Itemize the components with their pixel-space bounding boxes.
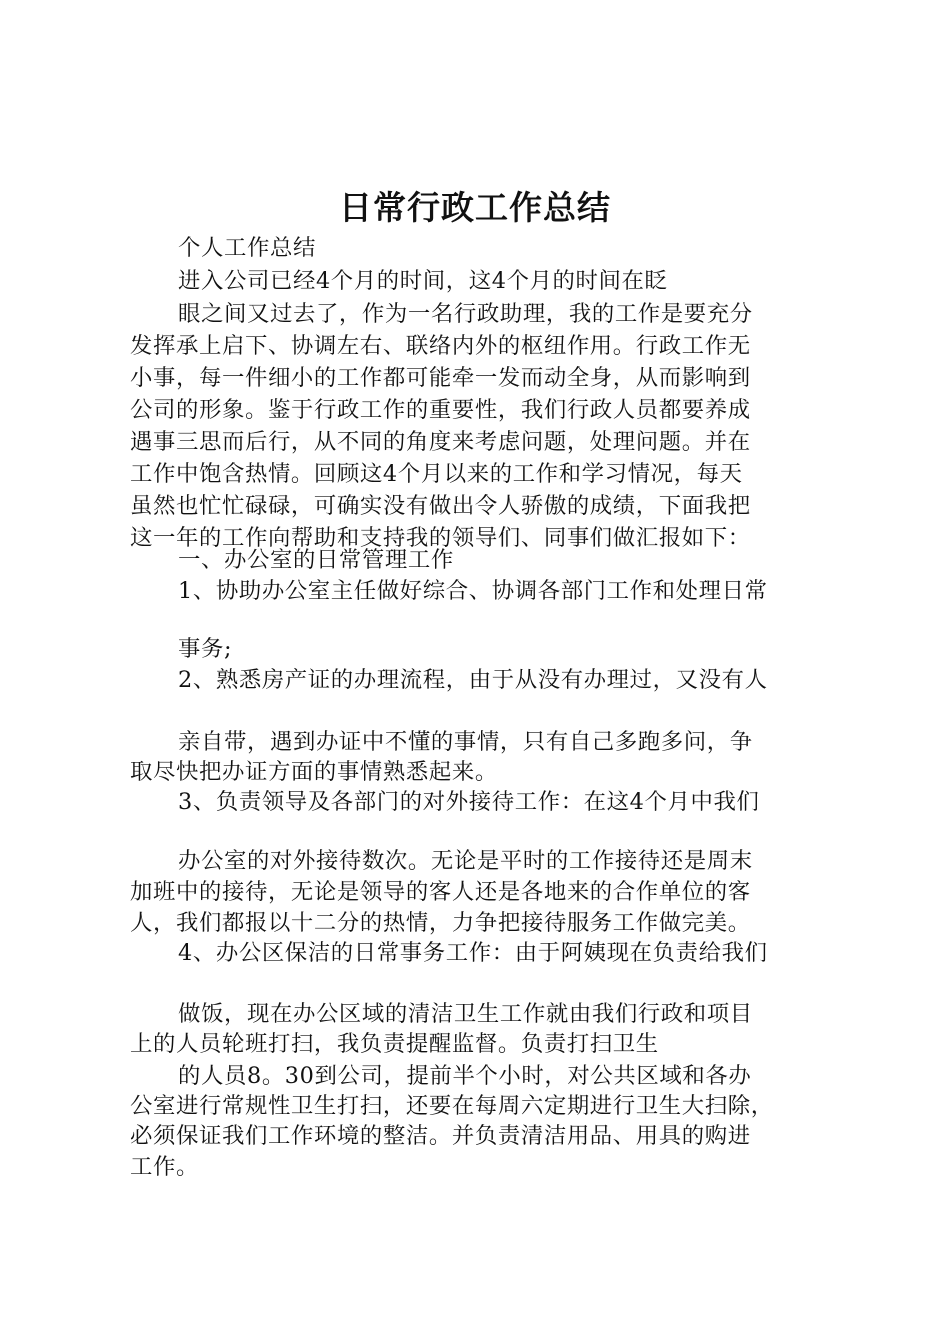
list-item-line: 办公室的对外接待数次。无论是平时的工作接待还是周末 [178, 848, 753, 874]
paragraph-line: 遇事三思而后行，从不同的角度来考虑问题，处理问题。并在 [130, 429, 751, 455]
list-item-line: 人，我们都报以十二分的热情，力争把接待服务工作做完美。 [130, 910, 751, 936]
paragraph-line: 眼之间又过去了，作为一名行政助理，我的工作是要充分 [178, 301, 753, 327]
list-item-line: 工作。 [130, 1154, 199, 1180]
list-item-line: 加班中的接待，无论是领导的客人还是各地来的合作单位的客 [130, 879, 751, 905]
list-item-line: 上的人员轮班打扫，我负责提醒监督。负责打扫卫生 [130, 1031, 659, 1057]
list-item-line: 必须保证我们工作环境的整洁。并负责清洁用品、用具的购进 [130, 1123, 751, 1149]
list-item-line: 事务; [178, 636, 233, 662]
list-item-line: 2、熟悉房产证的办理流程，由于从没有办理过，又没有人 [178, 667, 768, 693]
document-title: 日常行政工作总结 [339, 188, 611, 227]
list-item-line: 1、协助办公室主任做好综合、协调各部门工作和处理日常 [178, 578, 768, 604]
paragraph-line: 工作中饱含热情。回顾这4个月以来的工作和学习情况，每天 [130, 461, 743, 487]
list-item-line: 做饭，现在办公区域的清洁卫生工作就由我们行政和项目 [178, 1001, 753, 1027]
list-item-line: 公室进行常规性卫生打扫，还要在每周六定期进行卫生大扫除， [130, 1093, 774, 1119]
paragraph-line: 发挥承上启下、协调左右、联络内外的枢纽作用。行政工作无 [130, 333, 751, 359]
paragraph-line: 小事，每一件细小的工作都可能牵一发而动全身，从而影响到 [130, 365, 751, 391]
section-heading: 一、办公室的日常管理工作 [178, 547, 454, 573]
paragraph-line: 这一年的工作向帮助和支持我的领导们、同事们做汇报如下： [130, 525, 751, 551]
list-item-line: 4、办公区保洁的日常事务工作：由于阿姨现在负责给我们 [178, 940, 768, 966]
list-item-line: 取尽快把办证方面的事情熟悉起来。 [130, 759, 498, 785]
subtitle-line: 个人工作总结 [178, 235, 316, 261]
list-item-line: 3、负责领导及各部门的对外接待工作：在这4个月中我们 [178, 789, 760, 815]
list-item-line: 的人员8。30到公司，提前半个小时，对公共区域和各办 [178, 1063, 752, 1089]
paragraph-line: 公司的形象。鉴于行政工作的重要性，我们行政人员都要养成 [130, 397, 751, 423]
paragraph-line: 进入公司已经4个月的时间，这4个月的时间在眨 [178, 268, 668, 294]
paragraph-line: 虽然也忙忙碌碌，可确实没有做出令人骄傲的成绩，下面我把 [130, 493, 751, 519]
list-item-line: 亲自带，遇到办证中不懂的事情，只有自己多跑多问，争 [178, 729, 753, 755]
